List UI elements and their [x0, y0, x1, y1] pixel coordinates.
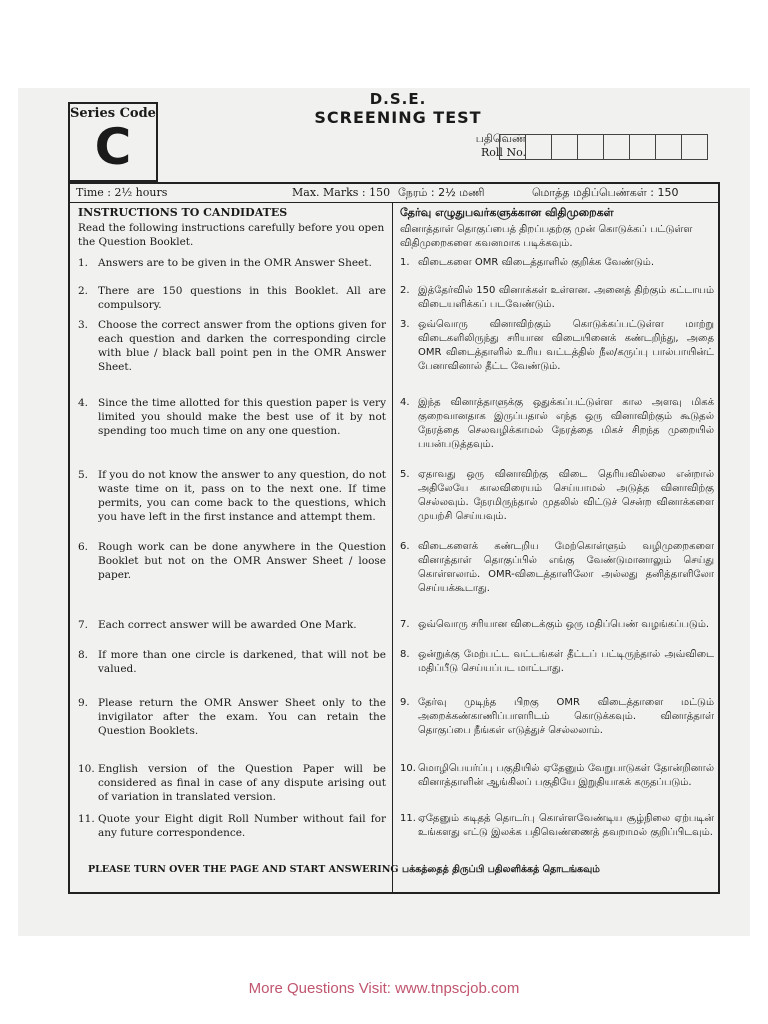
- instruction-item: [78, 318, 386, 374]
- item-number: 7.: [400, 619, 410, 630]
- exam-title: [288, 90, 508, 127]
- item-text: If you do not know the answer to any question, do not waste time on it, pass on to the next one. If time permits, you can come back to the questions, which you have left in the first instance and attempt them.: [98, 469, 386, 523]
- item-number: 2.: [78, 285, 89, 297]
- roll-digit-box[interactable]: [681, 134, 708, 160]
- marks-english: Max. Marks : 150: [292, 186, 391, 199]
- item-number: 3.: [78, 319, 89, 331]
- item-number: 10.: [78, 763, 95, 775]
- column-divider: [392, 202, 393, 892]
- instruction-item: [400, 468, 714, 524]
- english-heading: INSTRUCTIONS TO CANDIDATES: [78, 206, 288, 219]
- question-booklet-cover: [68, 90, 720, 894]
- instruction-item: [400, 256, 714, 270]
- english-intro: Read the following instructions carefully before you open the Question Booklet.: [78, 222, 385, 248]
- item-text: Since the time allotted for this question paper is very limited you should make the best use of it by not spending too much time on any one question.: [98, 397, 386, 437]
- item-number: 1.: [78, 257, 89, 269]
- instruction-item: [78, 762, 386, 804]
- item-number: 2.: [400, 285, 410, 296]
- turn-over-tamil: பக்கத்தைத் திருப்பி பதிலளிக்கத் தொடங்கவும்: [402, 864, 600, 875]
- roll-digit-box[interactable]: [629, 134, 656, 160]
- tamil-intro: வினாத்தாள் தொகுப்பைத் திறப்பதற்கு முன் கொடுக்கப் பட்டுள்ள விதிமுறைகளை கவனமாக படிக்கவும்.: [400, 224, 693, 249]
- item-text: Quote your Eight digit Roll Number without fail for any future correspondence.: [98, 813, 386, 839]
- instructions-frame: [68, 182, 720, 894]
- roll-digit-box[interactable]: [499, 134, 526, 160]
- item-text: விடைகளை OMR விடைத்தாளில் குறிக்க வேண்டும்.: [418, 257, 655, 268]
- item-number: 4.: [400, 397, 410, 408]
- item-number: 4.: [78, 397, 89, 409]
- instruction-item: [78, 696, 386, 738]
- item-text: ஏதேனும் கடிதத் தொடர்பு கொள்ளவேண்டிய சூழ்நிலை ஏற்படின் உங்களது எட்டு இலக்க பதிவெண்ணைத் தவறாமல் குறிப்பிடவும்.: [418, 813, 714, 838]
- instruction-item: [78, 468, 386, 524]
- instruction-item: [400, 396, 714, 452]
- tamil-instructions: [400, 206, 714, 838]
- item-text: இந்த வினாத்தாளுக்கு ஒதுக்கப்பட்டுள்ள கால அளவு மிகக் குறைவானதாக இருப்பதால் எந்த ஒரு வினாவிற்கும் கூடுதல் நேரத்தை செலவழிக்காமல் நேரத்தை மிகச் சிறந்த முறையில் பயன்படுத்தவும்.: [418, 397, 714, 450]
- item-text: Answers are to be given in the OMR Answer Sheet.: [98, 257, 372, 269]
- roll-label-english: Roll No.: [481, 146, 526, 159]
- instruction-item: [400, 812, 714, 840]
- item-text: Choose the correct answer from the options given for each question and darken the corresponding circle with blue / black ball point pen in the OMR Answer Sheet.: [98, 319, 386, 373]
- item-number: 3.: [400, 319, 410, 330]
- item-number: 7.: [78, 619, 89, 631]
- item-number: 8.: [400, 649, 410, 660]
- instruction-item: [400, 284, 714, 312]
- item-number: 10.: [400, 763, 416, 774]
- item-text: Please return the OMR Answer Sheet only to the invigilator after the exam. You can retain the Question Booklets.: [98, 697, 386, 737]
- series-code-letter: C: [94, 118, 132, 176]
- series-code-box: [68, 102, 158, 182]
- instruction-item: [400, 618, 714, 632]
- item-text: இத்தேர்வில் 150 வினாக்கள் உள்ளன. அனைத் திற்கும் கட்டாயம் விடையளிக்கப் படவேண்டும்.: [418, 285, 714, 310]
- item-number: 11.: [78, 813, 95, 825]
- more-questions-link[interactable]: More Questions Visit: www.tnpscjob.com: [248, 980, 520, 997]
- roll-digit-box[interactable]: [655, 134, 682, 160]
- instruction-item: [78, 396, 386, 438]
- turn-over-english: PLEASE TURN OVER THE PAGE AND START ANSWERING: [88, 864, 399, 875]
- instruction-item: [78, 648, 386, 676]
- item-text: விடைகளைக் கண்டறிய மேற்கொள்ளும் வழிமுறைகளை வினாத்தாள் தொகுப்பில் எங்கு வேண்டுமானாலும் செய்து கொள்ளலாம். OMR-விடைத்தாளிலோ அல்லது தனித்தாளிலோ செய்யக்கூடாது.: [418, 541, 714, 594]
- roll-digit-box[interactable]: [603, 134, 630, 160]
- english-instructions: [78, 206, 386, 839]
- roll-number-boxes[interactable]: [500, 134, 708, 160]
- item-text: There are 150 questions in this Booklet. All are compulsory.: [98, 285, 386, 311]
- roll-label-tamil: பதிவெண்: [475, 132, 526, 145]
- item-text: ஒன்றுக்கு மேற்பட்ட வட்டங்கள் தீட்டப் பட்டிருந்தால் அவ்விடை மதிப்பீடு செய்யப்பட மாட்டாது.: [418, 649, 714, 674]
- roll-digit-box[interactable]: [577, 134, 604, 160]
- item-text: தேர்வு முடிந்த பிறகு OMR விடைத்தாளை மட்டும் அறைக்கண்காணிப்பாளரிடம் கொடுக்கவும். வினாத்தாள் தொகுப்பை நீங்கள் எடுத்துச் செல்லலாம்.: [418, 697, 714, 736]
- item-number: 8.: [78, 649, 89, 661]
- item-number: 5.: [78, 469, 89, 481]
- instruction-item: [78, 540, 386, 582]
- item-text: If more than one circle is darkened, that will not be valued.: [98, 649, 386, 675]
- instruction-item: [400, 540, 714, 596]
- series-code-label: Series Code: [70, 106, 156, 121]
- instruction-item: [400, 648, 714, 676]
- item-text: மொழிபெயர்ப்பு பகுதியில் ஏதேனும் வேறுபாடுகள் தோன்றினால் வினாத்தாளின் ஆங்கிலப் பகுதியே இறுதியாகக் கருதப்படும்.: [418, 763, 714, 788]
- roll-digit-box[interactable]: [525, 134, 552, 160]
- instruction-item: [400, 318, 714, 374]
- item-number: 6.: [78, 541, 89, 553]
- item-number: 5.: [400, 469, 410, 480]
- item-number: 6.: [400, 541, 410, 552]
- instruction-item: [78, 284, 386, 312]
- instruction-item: [400, 696, 714, 738]
- item-number: 9.: [400, 697, 410, 708]
- instruction-item: [78, 618, 386, 632]
- item-number: 1.: [400, 257, 410, 268]
- item-text: ஒவ்வொரு வினாவிற்கும் கொடுக்கப்பட்டுள்ள மாற்று விடைகளிலிருந்து சரியான விடையினைக் கண்டறிந்து, அதை OMR விடைத்தாளில் உரிய வட்டத்தில் நீல/கருப்பு பால்பாயின்ட் பேனாவினால் தீட்ட வேண்டும்.: [418, 319, 714, 372]
- instruction-item: [78, 812, 386, 840]
- item-text: ஒவ்வொரு சரியான விடைக்கும் ஒரு மதிப்பெண் வழங்கப்படும்.: [418, 619, 710, 630]
- item-number: 11.: [400, 813, 416, 824]
- tamil-heading: தேர்வு எழுதுபவர்களுக்கான விதிமுறைகள்: [400, 206, 614, 219]
- exam-type: SCREENING TEST: [314, 108, 482, 127]
- item-text: Rough work can be done anywhere in the Question Booklet but not on the OMR Answer Sheet / loose paper.: [98, 541, 386, 581]
- instruction-item: [400, 762, 714, 790]
- time-english: Time : 2½ hours: [76, 186, 168, 199]
- item-text: English version of the Question Paper will be considered as final in case of any dispute arising out of variation in translated version.: [98, 763, 386, 803]
- marks-tamil: மொத்த மதிப்பெண்கள் : 150: [532, 186, 679, 199]
- item-text: ஏதாவது ஒரு வினாவிற்கு விடை தெரியவில்லை என்றால் அதிலேயே காலவிரையம் செய்யாமல் அடுத்த வினாவிற்கு செல்லவும். நேரமிருந்தால் முதலில் விட்டுச் சென்ற வினாக்களை முயற்சி செய்யவும்.: [418, 469, 714, 522]
- item-text: Each correct answer will be awarded One Mark.: [98, 619, 357, 631]
- item-number: 9.: [78, 697, 89, 709]
- exam-name: D.S.E.: [369, 90, 427, 108]
- roll-digit-box[interactable]: [551, 134, 578, 160]
- instruction-item: [78, 256, 386, 270]
- time-tamil: நேரம் : 2½ மணி: [398, 186, 485, 199]
- time-marks-row: [70, 184, 718, 203]
